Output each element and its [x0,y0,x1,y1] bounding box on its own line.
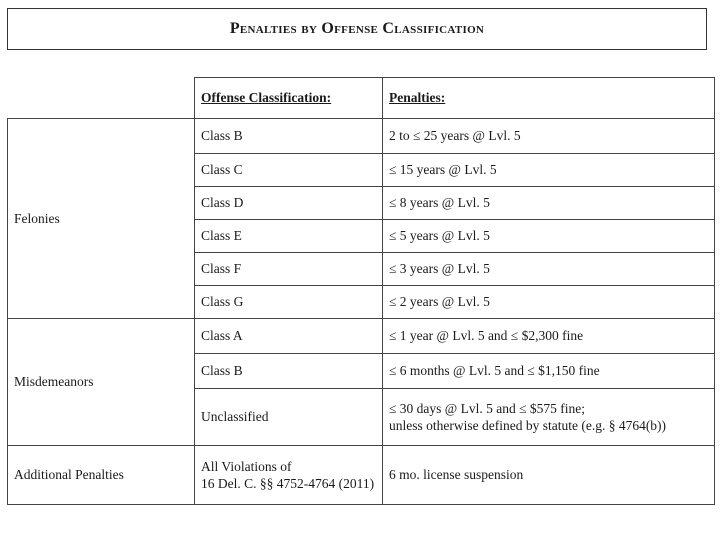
penalty-cell: ≤ 6 months @ Lvl. 5 and ≤ $1,150 fine [383,354,715,389]
title-box [7,8,707,50]
header-classification-label: Offense Classification: [201,90,332,105]
header-penalties-label: Penalties: [389,90,446,105]
table-row [8,119,715,154]
penalties-table [7,77,715,505]
penalty-cell: ≤ 15 years @ Lvl. 5 [383,154,715,187]
penalty-cell [383,389,715,446]
category-additional: Additional Penalties [8,446,195,505]
header-blank-cell [8,78,195,119]
classification-cell: Class D [195,187,383,220]
classification-cell [195,446,383,505]
header-penalties [383,78,715,119]
category-misdemeanors: Misdemeanors [8,319,195,446]
penalty-cell: 2 to ≤ 25 years @ Lvl. 5 [383,119,715,154]
table-row [8,319,715,354]
classification-cell: Class C [195,154,383,187]
classification-cell: Class F [195,253,383,286]
penalty-cell: ≤ 5 years @ Lvl. 5 [383,220,715,253]
classification-cell: Class E [195,220,383,253]
penalty-line: ≤ 30 days @ Lvl. 5 and ≤ $575 fine; [389,401,585,416]
classification-cell: Class G [195,286,383,319]
classification-cell: Class A [195,319,383,354]
classification-line: 16 Del. C. §§ 4752-4764 (2011) [201,476,375,491]
penalty-cell: ≤ 3 years @ Lvl. 5 [383,253,715,286]
header-classification [195,78,383,119]
page-title: Penalties by Offense Classification [229,20,485,37]
penalty-cell: ≤ 2 years @ Lvl. 5 [383,286,715,319]
penalty-cell: ≤ 1 year @ Lvl. 5 and ≤ $2,300 fine [383,319,715,354]
penalty-line: unless otherwise defined by statute (e.g. § 4764(b)) [389,418,667,433]
penalty-cell: 6 mo. license suspension [383,446,715,505]
category-felonies: Felonies [8,119,195,319]
classification-cell: Class B [195,119,383,154]
header-row [8,78,715,119]
classification-cell: Unclassified [195,389,383,446]
table-row [8,446,715,505]
penalty-cell: ≤ 8 years @ Lvl. 5 [383,187,715,220]
classification-line: All Violations of [201,459,292,474]
classification-cell: Class B [195,354,383,389]
